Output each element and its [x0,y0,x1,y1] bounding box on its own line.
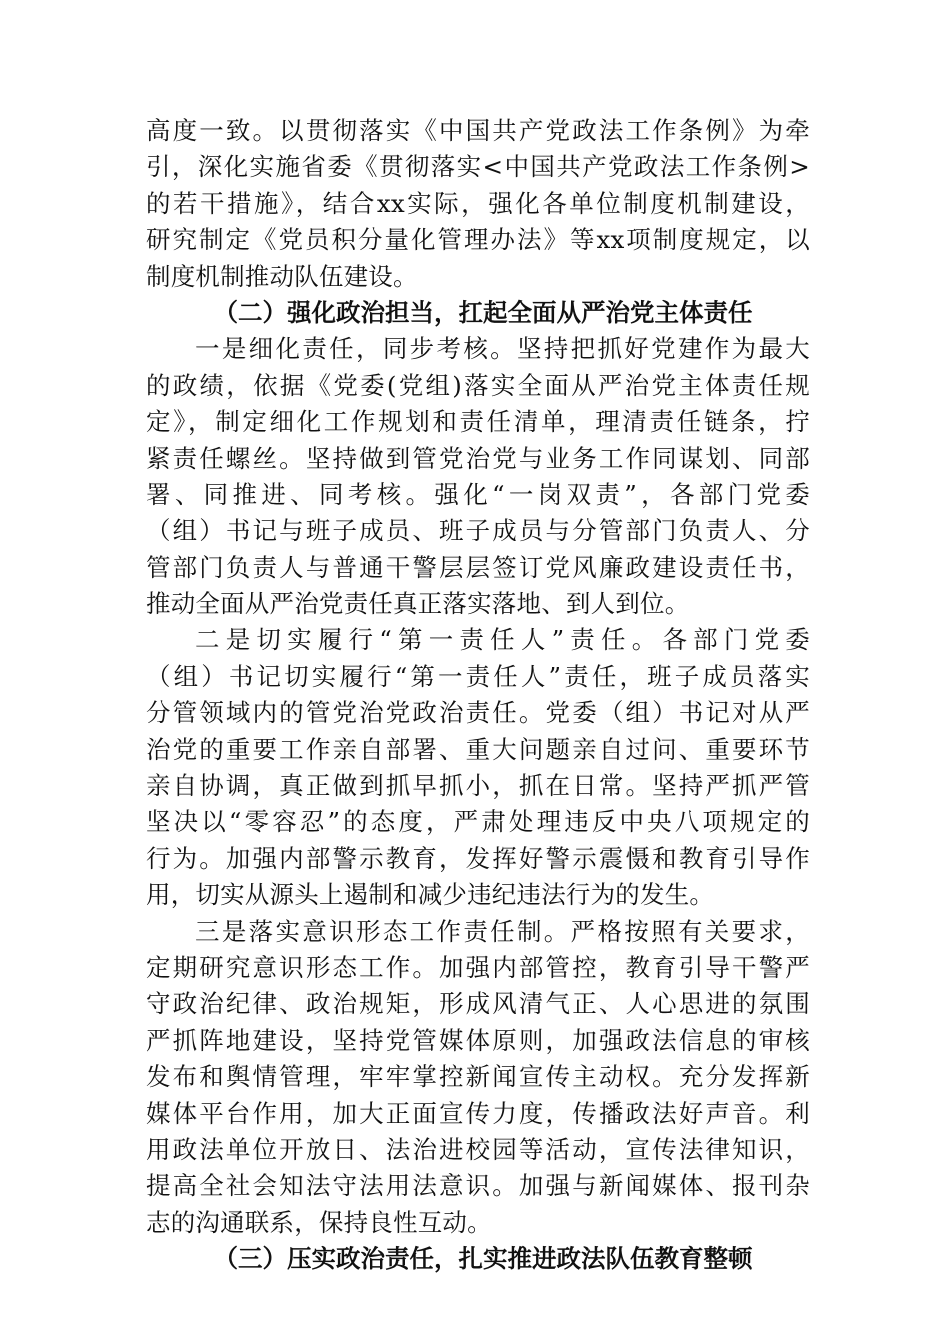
text-line: 三是落实意识形态工作责任制。严格按照有关要求， [195,916,810,946]
text-line: 的若干措施》，结合xx实际，强化各单位制度机制建设， [146,188,810,218]
text-line: 二是切实履行“第一责任人”责任。各部门党委 [195,625,810,655]
text-line: 定》，制定细化工作规划和责任清单，理清责任链条，拧 [146,407,810,437]
text-line: 媒体平台作用，加大正面宣传力度，传播政法好声音。利 [146,1098,810,1128]
text-line: 用政法单位开放日、法治进校园等活动，宣传法律知识， [146,1134,810,1164]
text-line: 推动全面从严治党责任真正落实落地、到人到位。 [146,589,690,619]
text-line: 定期研究意识形态工作。加强内部管控，教育引导干警严 [146,952,810,982]
text-line: 用，切实从源头上遏制和减少违纪违法行为的发生。 [146,880,715,910]
text-line: 制度机制推动队伍建设。 [146,261,418,291]
paragraph-ideology-responsibility [146,914,810,1242]
text-line: 提高全社会知法守法用法意识。加强与新闻媒体、报刊杂 [146,1171,810,1201]
paragraph-responsibility-assessment [146,331,810,622]
text-line: 治党的重要工作亲自部署、重大问题亲自过问、重要环节 [146,734,810,764]
text-line: 署、同推进、同考核。强化“一岗双责”，各部门党委 [146,479,810,509]
text-line: 一是细化责任，同步考核。坚持把抓好党建作为最大 [195,334,810,364]
section-heading: （二）强化政治担当，扛起全面从严治党主体责任 [213,297,753,327]
text-line: 高度一致。以贯彻落实《中国共产党政法工作条例》为牵 [146,116,810,145]
text-line: 守政治纪律、政治规矩，形成风清气正、人心思进的氛围 [146,989,810,1019]
text-line: 分管领域内的管党治党政治责任。党委（组）书记对从严 [146,698,810,728]
text-line: 亲自协调，真正做到抓早抓小，抓在日常。坚持严抓严管 [146,771,810,801]
text-line: 坚决以“零容忍”的态度，严肃处理违反中央八项规定的 [146,807,810,837]
text-line: 研究制定《党员积分量化管理办法》等xx项制度规定，以 [146,225,810,255]
text-line: 严抓阵地建设，坚持党管媒体原则，加强政法信息的审核 [146,1025,810,1055]
text-line: 管部门负责人与普通干警层层签订党风廉政建设责任书， [146,552,810,582]
text-line: 志的沟通联系，保持良性互动。 [146,1207,492,1237]
text-line: 的政绩，依据《党委(党组)落实全面从严治党主体责任规 [146,370,810,400]
paragraph-continuation [146,113,810,295]
text-line: 紧责任螺丝。坚持做到管党治党与业务工作同谋划、同部 [146,443,810,473]
text-line: 发布和舆情管理，牢牢掌控新闻宣传主动权。充分发挥新 [146,1062,810,1092]
text-line: （组）书记与班子成员、班子成员与分管部门负责人、分 [146,516,810,546]
paragraph-first-responsible-person [146,622,810,913]
text-line: 引，深化实施省委《贯彻落实<中国共产党政法工作条例> [146,152,810,182]
text-line: 行为。加强内部警示教育，发挥好警示震慑和教育引导作 [146,843,810,873]
text-line: （组）书记切实履行“第一责任人”责任，班子成员落实 [146,661,810,691]
section-heading: （三）压实政治责任，扎实推进政法队伍教育整顿 [213,1244,753,1274]
